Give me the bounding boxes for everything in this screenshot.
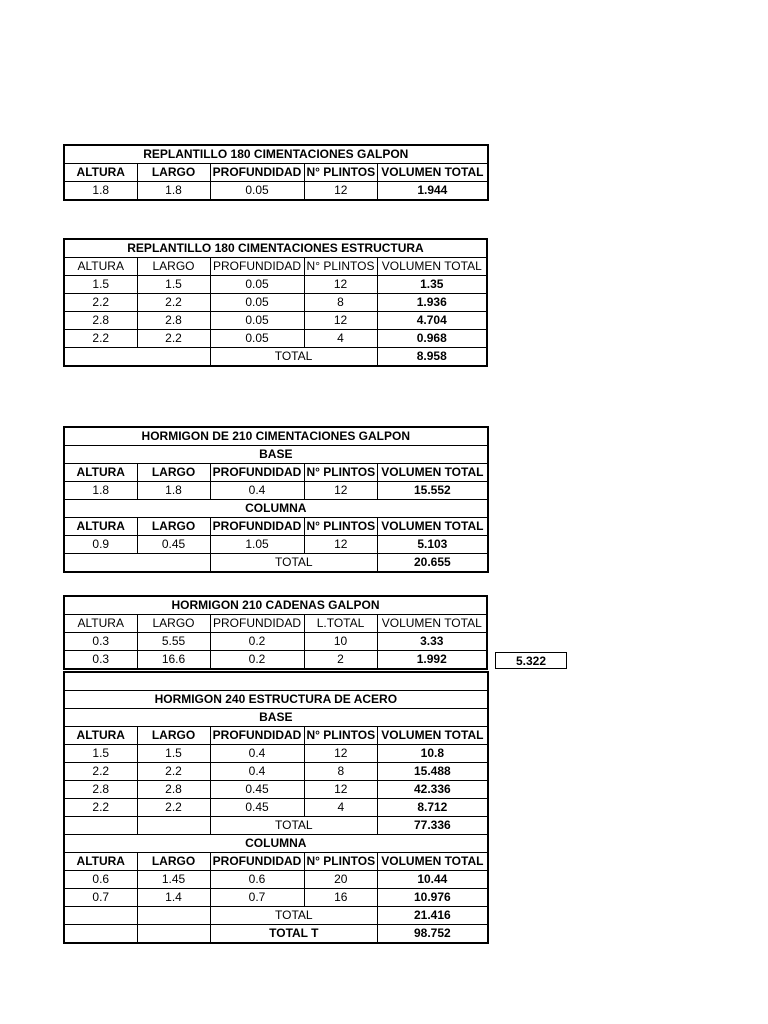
col-header: ALTURA	[64, 853, 137, 871]
cell: 0.05	[210, 182, 304, 201]
table-row	[64, 799, 488, 817]
section-label-columna: COLUMNA	[64, 500, 488, 518]
cell: 0.4	[210, 482, 304, 500]
cell: 4	[304, 330, 377, 348]
col-header: LARGO	[137, 615, 210, 633]
table-row	[64, 312, 487, 330]
cell-volume: 3.33	[377, 633, 487, 651]
cell: 0.05	[210, 330, 304, 348]
col-header: PROFUNDIDAD	[210, 853, 304, 871]
col-header: LARGO	[137, 464, 210, 482]
total-value: 77.336	[378, 817, 488, 835]
total-value: 20.655	[378, 554, 488, 573]
total-value: 21.416	[378, 907, 488, 925]
cell: 1.5	[137, 276, 210, 294]
grand-total-value: 98.752	[378, 925, 488, 944]
cell-volume: 0.968	[377, 330, 487, 348]
cell: 0.3	[64, 633, 137, 651]
table-hormigon-cimentaciones	[63, 426, 489, 573]
cell: 10	[304, 633, 377, 651]
total-row	[64, 554, 488, 573]
cell: 12	[304, 312, 377, 330]
cell: 1.5	[64, 276, 137, 294]
cell: 2.8	[64, 312, 137, 330]
table-row	[64, 889, 488, 907]
total-row	[64, 817, 488, 835]
cell: 12	[304, 745, 378, 763]
col-header: LARGO	[137, 853, 210, 871]
cell: 5.55	[137, 633, 210, 651]
cell: 1.8	[64, 482, 137, 500]
col-header: N° PLINTOS	[304, 258, 377, 276]
cell: 0.45	[210, 781, 304, 799]
cell: 0.2	[210, 651, 304, 670]
col-header: VOLUMEN TOTAL	[378, 727, 488, 745]
cell-volume: 1.992	[377, 651, 487, 670]
cell-volume: 10.8	[378, 745, 488, 763]
cell-volume: 10.44	[378, 871, 488, 889]
cell-volume: 8.712	[378, 799, 488, 817]
cell: 16.6	[137, 651, 210, 670]
col-header: ALTURA	[64, 258, 137, 276]
table-row	[64, 330, 487, 348]
header-row	[64, 853, 488, 871]
col-header: VOLUMEN TOTAL	[377, 258, 487, 276]
cadenas-sum-cell: 5.322	[495, 652, 567, 669]
cell: 8	[304, 763, 378, 781]
cell: 1.5	[137, 745, 210, 763]
col-header: LARGO	[137, 164, 210, 182]
cell: 0.4	[210, 745, 304, 763]
empty-cell	[64, 925, 137, 944]
col-header: VOLUMEN TOTAL	[378, 853, 488, 871]
cell: 8	[304, 294, 377, 312]
col-header: VOLUMEN TOTAL	[378, 464, 488, 482]
header-row	[64, 258, 487, 276]
empty-cell	[137, 817, 210, 835]
col-header: PROFUNDIDAD	[210, 727, 304, 745]
table-row	[64, 294, 487, 312]
header-row	[64, 164, 488, 182]
cell: 0.4	[210, 763, 304, 781]
cell-volume: 15.552	[378, 482, 488, 500]
empty-cell	[137, 925, 210, 944]
table-row	[64, 651, 487, 670]
col-header: N° PLINTOS	[304, 164, 378, 182]
col-header: VOLUMEN TOTAL	[378, 164, 488, 182]
col-header: ALTURA	[64, 518, 137, 536]
table-hormigon-estructura-acero	[63, 671, 489, 944]
header-row	[64, 518, 488, 536]
col-header: N° PLINTOS	[304, 727, 378, 745]
cell-volume: 1.35	[377, 276, 487, 294]
cell-volume: 10.976	[378, 889, 488, 907]
col-header: VOLUMEN TOTAL	[378, 518, 488, 536]
table-row	[64, 763, 488, 781]
cell-volume: 1.944	[378, 182, 488, 201]
total-row	[64, 907, 488, 925]
cell: 2.2	[64, 294, 137, 312]
cell: 12	[304, 182, 378, 201]
col-header: LARGO	[137, 258, 210, 276]
table-row	[64, 482, 488, 500]
cell: 2.2	[137, 294, 210, 312]
cell: 2.2	[137, 799, 210, 817]
table-replantillo-estructura	[63, 238, 488, 367]
col-header: LARGO	[137, 727, 210, 745]
table-row	[64, 781, 488, 799]
header-row	[64, 464, 488, 482]
total-label: TOTAL	[210, 817, 378, 835]
col-header: ALTURA	[64, 727, 137, 745]
cell: 0.05	[210, 312, 304, 330]
cell-volume: 15.488	[378, 763, 488, 781]
table-replantillo-galpon	[63, 144, 489, 201]
total-label: TOTAL	[210, 907, 378, 925]
section-label-base: BASE	[64, 446, 488, 464]
grand-total-row	[64, 925, 488, 944]
table-row	[64, 633, 487, 651]
col-header: LARGO	[137, 518, 210, 536]
cell: 0.7	[64, 889, 137, 907]
col-header: PROFUNDIDAD	[210, 615, 304, 633]
total-label: TOTAL	[210, 348, 377, 367]
total-row	[64, 348, 487, 367]
cell: 1.05	[210, 536, 304, 554]
table-title: HORMIGON 210 CADENAS GALPON	[64, 596, 487, 615]
table-title: REPLANTILLO 180 CIMENTACIONES GALPON	[64, 145, 488, 164]
cell: 1.5	[64, 745, 137, 763]
cell: 1.4	[137, 889, 210, 907]
col-header: L.TOTAL	[304, 615, 377, 633]
cell-volume: 4.704	[377, 312, 487, 330]
cell: 1.45	[137, 871, 210, 889]
cell: 2.8	[64, 781, 137, 799]
cell: 0.45	[210, 799, 304, 817]
col-header: ALTURA	[64, 615, 137, 633]
cell: 0.2	[210, 633, 304, 651]
section-label-columna: COLUMNA	[64, 835, 488, 853]
cell: 0.9	[64, 536, 137, 554]
cell: 2	[304, 651, 377, 670]
col-header: ALTURA	[64, 164, 137, 182]
empty-cell	[64, 907, 137, 925]
table-hormigon-cadenas	[63, 595, 488, 670]
cell: 0.05	[210, 276, 304, 294]
cell: 0.7	[210, 889, 304, 907]
cell: 2.2	[64, 763, 137, 781]
cell: 2.8	[137, 312, 210, 330]
cell: 2.2	[137, 763, 210, 781]
empty-cell	[137, 907, 210, 925]
cell: 0.6	[210, 871, 304, 889]
col-header: N° PLINTOS	[304, 518, 378, 536]
header-row	[64, 727, 488, 745]
cell: 2.2	[137, 330, 210, 348]
table-row	[64, 182, 488, 201]
table-title: HORMIGON DE 210 CIMENTACIONES GALPON	[64, 427, 488, 446]
cell: 12	[304, 482, 378, 500]
cell: 1.8	[137, 482, 210, 500]
section-label-base: BASE	[64, 709, 488, 727]
total-label: TOTAL	[210, 554, 378, 573]
empty-cell	[64, 554, 210, 573]
header-row	[64, 615, 487, 633]
cell: 12	[304, 276, 377, 294]
cell: 1.8	[137, 182, 210, 201]
cell: 0.6	[64, 871, 137, 889]
col-header: VOLUMEN TOTAL	[377, 615, 487, 633]
table-title: REPLANTILLO 180 CIMENTACIONES ESTRUCTURA	[64, 239, 487, 258]
empty-cell	[64, 817, 137, 835]
cell: 0.3	[64, 651, 137, 670]
table-title: HORMIGON 240 ESTRUCTURA DE ACERO	[64, 691, 488, 709]
col-header: PROFUNDIDAD	[210, 464, 304, 482]
total-value: 8.958	[377, 348, 487, 367]
cell: 2.2	[64, 330, 137, 348]
cell-volume: 42.336	[378, 781, 488, 799]
table-row	[64, 536, 488, 554]
col-header: N° PLINTOS	[304, 853, 378, 871]
cell: 4	[304, 799, 378, 817]
cell-volume: 5.103	[378, 536, 488, 554]
col-header: PROFUNDIDAD	[210, 518, 304, 536]
cell: 12	[304, 536, 378, 554]
grand-total-label: TOTAL T	[210, 925, 378, 944]
table-row	[64, 745, 488, 763]
empty-cell	[64, 348, 210, 367]
col-header: PROFUNDIDAD	[210, 164, 304, 182]
cell: 0.45	[137, 536, 210, 554]
table-row	[64, 871, 488, 889]
cell: 0.05	[210, 294, 304, 312]
cell: 2.2	[64, 799, 137, 817]
cell: 20	[304, 871, 378, 889]
cell: 2.8	[137, 781, 210, 799]
col-header: PROFUNDIDAD	[210, 258, 304, 276]
cell: 12	[304, 781, 378, 799]
col-header: ALTURA	[64, 464, 137, 482]
table-row	[64, 276, 487, 294]
cell: 1.8	[64, 182, 137, 201]
cell-volume: 1.936	[377, 294, 487, 312]
spacer-row	[64, 672, 488, 691]
cell: 16	[304, 889, 378, 907]
col-header: N° PLINTOS	[304, 464, 378, 482]
